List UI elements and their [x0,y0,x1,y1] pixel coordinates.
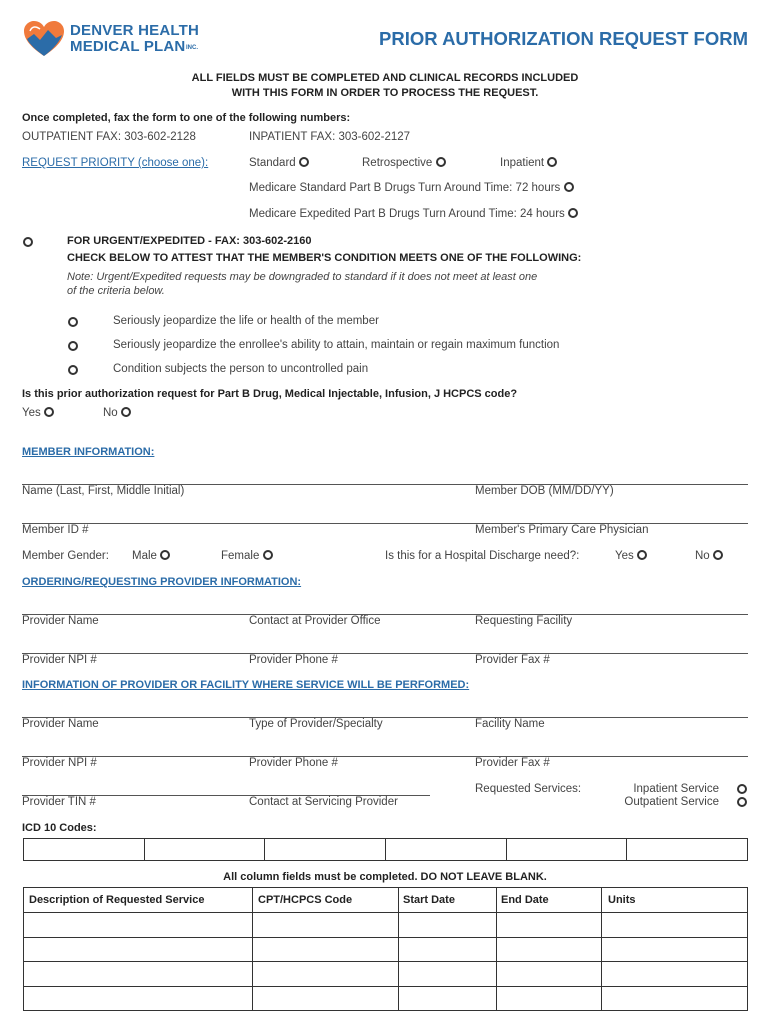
request-priority-label: REQUEST PRIORITY (choose one): [22,157,209,169]
table-cell[interactable] [602,986,748,1011]
radio-icon[interactable] [160,550,170,560]
urgent-attest: CHECK BELOW TO ATTEST THAT THE MEMBER'S CONDITION MEETS ONE OF THE FOLLOWING: [67,252,582,264]
discharge-yes-label: Yes [615,550,634,562]
table-cell[interactable] [497,937,602,962]
table-cell[interactable] [399,913,497,938]
discharge-no-label: No [695,550,710,562]
medicare-expedited-label: Medicare Expedited Part B Drugs Turn Around Time: 24 hours [249,208,565,220]
discharge-yes-option[interactable] [615,550,647,562]
services-instruction: All column fields must be completed. DO NOT LEAVE BLANK. [223,871,547,883]
member-dob-label: Member DOB (MM/DD/YY) [475,485,614,497]
table-cell[interactable] [24,962,253,987]
header-start-date: Start Date [403,894,455,906]
table-row [24,986,748,1011]
servicing-provider-heading: INFORMATION OF PROVIDER OR FACILITY WHERE SERVICE WILL BE PERFORMED: [22,679,470,691]
table-row [24,962,748,987]
servicing-fax-label: Provider Fax # [475,757,550,769]
gender-male-label: Male [132,550,157,562]
table-cell[interactable] [253,937,399,962]
notice-line1: ALL FIELDS MUST BE COMPLETED AND CLINICAL RECORDS INCLUDED [191,72,579,84]
discharge-no-option[interactable] [695,550,723,562]
table-cell[interactable] [253,913,399,938]
icd10-code-cell[interactable] [24,839,145,861]
member-id-label: Member ID # [22,524,89,536]
ordering-npi-label: Provider NPI # [22,654,97,666]
radio-icon[interactable] [547,157,557,167]
criteria-2-label: Seriously jeopardize the enrollee's ability to attain, maintain or regain maximum function [113,339,560,351]
partb-question: Is this prior authorization request for Part B Drug, Medical Injectable, Infusion, J HCPCS code? [22,388,518,400]
urgent-radio-icon[interactable] [23,237,33,247]
radio-icon[interactable] [568,208,578,218]
icd10-label: ICD 10 Codes: [22,822,97,834]
table-cell[interactable] [253,962,399,987]
priority-medicare-expedited-option[interactable] [249,208,578,220]
priority-retrospective-option[interactable] [362,157,446,169]
page-title: PRIOR AUTHORIZATION REQUEST FORM [379,28,748,49]
servicing-npi-label: Provider NPI # [22,757,97,769]
ordering-phone-label: Provider Phone # [249,654,338,666]
table-row [24,913,748,938]
table-cell[interactable] [399,986,497,1011]
requested-services-label: Requested Services: [475,783,582,795]
servicing-row1-line[interactable] [22,717,748,718]
ordering-facility-label: Requesting Facility [475,615,573,627]
radio-icon[interactable] [713,550,723,560]
priority-retrospective-label: Retrospective [362,157,433,169]
table-cell[interactable] [602,937,748,962]
partb-no-option[interactable] [103,407,131,419]
header-units: Units [608,894,636,906]
icd10-code-cell[interactable] [506,839,627,861]
priority-medicare-standard-option[interactable] [249,182,574,194]
table-cell[interactable] [24,913,253,938]
partb-yes-option[interactable] [22,407,54,419]
priority-inpatient-option[interactable] [500,157,557,169]
ordering-provider-name-label: Provider Name [22,615,99,627]
inpatient-service-radio-icon[interactable] [737,784,747,794]
radio-icon[interactable] [637,550,647,560]
outpatient-service-radio-icon[interactable] [737,797,747,807]
criteria-3-radio-icon[interactable] [68,365,78,375]
priority-standard-option[interactable] [249,157,309,169]
table-cell[interactable] [399,937,497,962]
table-cell[interactable] [497,986,602,1011]
header-description: Description of Requested Service [29,894,205,906]
table-cell[interactable] [399,962,497,987]
table-cell[interactable] [24,986,253,1011]
servicing-type-label: Type of Provider/Specialty [249,718,383,730]
inpatient-service-label: Inpatient Service [633,783,719,795]
table-cell[interactable] [24,937,253,962]
heart-logo-icon [22,20,66,58]
criteria-2-radio-icon[interactable] [68,341,78,351]
icd10-code-cell[interactable] [265,839,386,861]
partb-no-label: No [103,407,118,419]
logo [22,18,212,60]
servicing-provider-name-label: Provider Name [22,718,99,730]
table-cell[interactable] [497,913,602,938]
ordering-row2-line[interactable] [22,653,748,654]
notice-line2: WITH THIS FORM IN ORDER TO PROCESS THE REQUEST. [231,87,539,99]
logo-line2: MEDICAL PLAN [70,38,186,55]
medicare-standard-label: Medicare Standard Part B Drugs Turn Around Time: 72 hours [249,182,561,194]
criteria-1-radio-icon[interactable] [68,317,78,327]
member-gender-label: Member Gender: [22,550,109,562]
icd10-codes-grid [23,838,748,861]
urgent-heading: FOR URGENT/EXPEDITED - FAX: 303-602-2160 [67,235,312,247]
inpatient-fax: INPATIENT FAX: 303-602-2127 [249,131,411,143]
gender-female-label: Female [221,550,260,562]
header-cpt-hcpcs: CPT/HCPCS Code [258,894,353,906]
ordering-provider-heading: ORDERING/REQUESTING PROVIDER INFORMATION: [22,576,302,588]
header-end-date: End Date [501,894,549,906]
servicing-contact-label: Contact at Servicing Provider [249,796,398,808]
icd10-code-cell[interactable] [385,839,506,861]
table-cell[interactable] [497,962,602,987]
urgent-note-line1: Note: Urgent/Expedited requests may be downgraded to standard if it does not meet at least one [67,271,538,283]
servicing-tin-label: Provider TIN # [22,796,96,808]
urgent-note-line2: of the criteria below. [67,285,165,297]
gender-female-option[interactable] [221,550,273,562]
table-cell[interactable] [253,986,399,1011]
radio-icon[interactable] [121,407,131,417]
criteria-1-label: Seriously jeopardize the life or health of the member [113,315,379,327]
radio-icon[interactable] [44,407,54,417]
member-name-label: Name (Last, First, Middle Initial) [22,485,185,497]
table-cell[interactable] [602,962,748,987]
member-pcp-label: Member's Primary Care Physician [475,524,649,536]
member-info-heading: MEMBER INFORMATION: [22,446,155,458]
radio-icon[interactable] [299,157,309,167]
ordering-fax-label: Provider Fax # [475,654,550,666]
logo-line1: DENVER HEALTH [70,22,199,39]
icd10-code-cell[interactable] [144,839,265,861]
logo-inc: INC. [186,45,198,51]
outpatient-service-label: Outpatient Service [624,796,719,808]
servicing-phone-label: Provider Phone # [249,757,338,769]
outpatient-fax: OUTPATIENT FAX: 303-602-2128 [22,131,196,143]
hospital-discharge-label: Is this for a Hospital Discharge need?: [385,550,580,562]
radio-icon[interactable] [436,157,446,167]
fax-intro: Once completed, fax the form to one of the following numbers: [22,112,351,124]
radio-icon[interactable] [263,550,273,560]
ordering-contact-label: Contact at Provider Office [249,615,381,627]
servicing-row2-line[interactable] [22,756,748,757]
criteria-3-label: Condition subjects the person to uncontrolled pain [113,363,369,375]
radio-icon[interactable] [564,182,574,192]
ordering-row1-line[interactable] [22,614,748,615]
partb-yes-label: Yes [22,407,41,419]
table-row [24,937,748,962]
servicing-facility-label: Facility Name [475,718,545,730]
priority-standard-label: Standard [249,157,296,169]
priority-inpatient-label: Inpatient [500,157,545,169]
table-cell[interactable] [602,913,748,938]
gender-male-option[interactable] [132,550,170,562]
icd10-code-cell[interactable] [627,839,748,861]
